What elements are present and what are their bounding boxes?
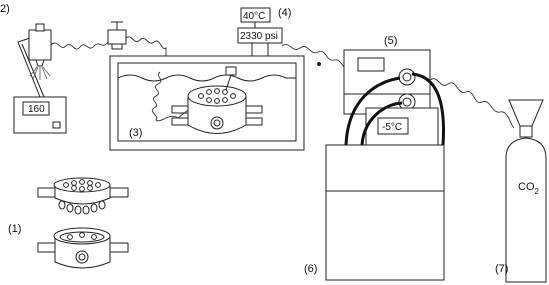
bath-fitting bbox=[226, 67, 236, 75]
coiled-tube-heater-valve bbox=[51, 42, 108, 49]
heater-button bbox=[53, 122, 60, 128]
vessel-port-inner bbox=[79, 254, 85, 260]
label-5: (5) bbox=[384, 35, 398, 47]
label-3: (3) bbox=[129, 127, 143, 139]
heater-cap bbox=[36, 24, 44, 31]
lid-right-tab bbox=[110, 188, 128, 197]
cylinder-body bbox=[506, 138, 546, 282]
bath-vessel-tab-right-2 bbox=[246, 118, 262, 125]
chiller-body bbox=[326, 145, 444, 280]
pressure-display-text: 2330 psi bbox=[240, 31, 278, 42]
heater-nozzle bbox=[36, 60, 44, 66]
cylinder-neck bbox=[520, 126, 532, 137]
extraction-vessel-parts bbox=[38, 178, 128, 268]
spray-lines bbox=[30, 67, 50, 80]
label-6: (6) bbox=[304, 263, 318, 275]
label-4: (4) bbox=[278, 7, 292, 19]
cylinder-formula-subscript: 2 bbox=[534, 187, 539, 196]
temperature-display-text: 40°C bbox=[243, 11, 266, 22]
vessel-left-tab bbox=[38, 243, 56, 252]
pump-top-screen bbox=[358, 58, 384, 71]
heater-block bbox=[29, 30, 51, 60]
lid-left-tab bbox=[38, 188, 56, 197]
bath-vessel-tab-left-2 bbox=[172, 118, 188, 125]
chiller-display-text: -5°C bbox=[382, 122, 403, 133]
heater-display-text: 160 bbox=[28, 104, 45, 115]
inlet-valve bbox=[108, 22, 126, 49]
bath-vessel-tab-right bbox=[246, 106, 262, 113]
chiller-unit bbox=[326, 108, 444, 280]
tube-junction bbox=[317, 62, 321, 66]
label-1: (1) bbox=[8, 223, 22, 235]
cylinder-funnel bbox=[509, 100, 543, 126]
sample-heater-assembly bbox=[14, 24, 66, 133]
vessel-right-tab bbox=[110, 243, 128, 252]
label-7: (7) bbox=[495, 263, 509, 275]
pump-top-box bbox=[344, 50, 430, 94]
label-2: 2) bbox=[0, 3, 10, 15]
cylinder-formula-main: CO bbox=[518, 181, 535, 193]
